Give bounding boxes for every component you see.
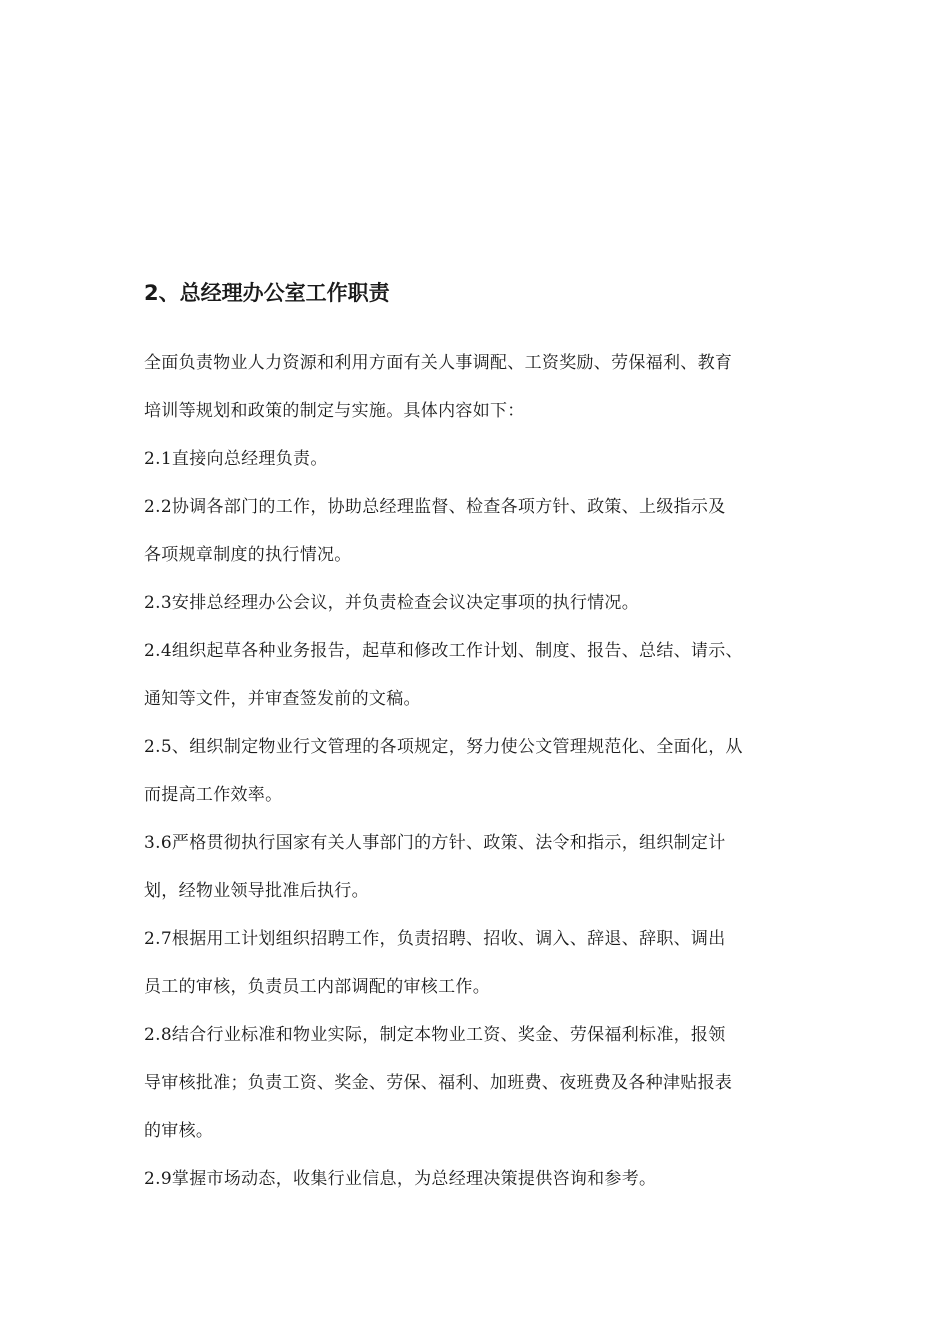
text-line: 2.2协调各部门的工作，协助总经理监督、检查各项方针、政策、上级指示及 <box>144 497 726 517</box>
text-line: 划，经物业领导批准后执行。 <box>144 881 369 901</box>
text-line: 的审核。 <box>144 1121 214 1141</box>
text-line: 而提高工作效率。 <box>144 785 283 805</box>
text-line: 2.4组织起草各种业务报告，起草和修改工作计划、制度、报告、总结、请示、 <box>144 641 743 661</box>
text-line: 培训等规划和政策的制定与实施。具体内容如下： <box>144 401 525 421</box>
text-line: 通知等文件，并审查签发前的文稿。 <box>144 689 421 709</box>
text-line: 导审核批准；负责工资、奖金、劳保、福利、加班费、夜班费及各种津贴报表 <box>144 1073 733 1093</box>
text-line: 2.3安排总经理办公会议，并负责检查会议决定事项的执行情况。 <box>144 593 640 613</box>
text-line: 全面负责物业人力资源和利用方面有关人事调配、工资奖励、劳保福利、教育 <box>144 353 733 373</box>
text-line: 各项规章制度的执行情况。 <box>144 545 352 565</box>
section-heading: 2、总经理办公室工作职责 <box>144 281 390 305</box>
text-line: 2.8结合行业标准和物业实际，制定本物业工资、奖金、劳保福利标准，报领 <box>144 1025 726 1045</box>
text-line: 2.5、组织制定物业行文管理的各项规定，努力使公文管理规范化、全面化，从 <box>144 737 743 757</box>
text-line: 2.1直接向总经理负责。 <box>144 449 328 469</box>
text-line: 2.7根据用工计划组织招聘工作，负责招聘、招收、调入、辞退、辞职、调出 <box>144 929 726 949</box>
section-body <box>144 339 834 1203</box>
text-line: 3.6严格贯彻执行国家有关人事部门的方针、政策、法令和指示，组织制定计 <box>144 833 726 853</box>
text-line: 2.9掌握市场动态，收集行业信息，为总经理决策提供咨询和参考。 <box>144 1169 657 1189</box>
text-line: 员工的审核，负责员工内部调配的审核工作。 <box>144 977 490 997</box>
